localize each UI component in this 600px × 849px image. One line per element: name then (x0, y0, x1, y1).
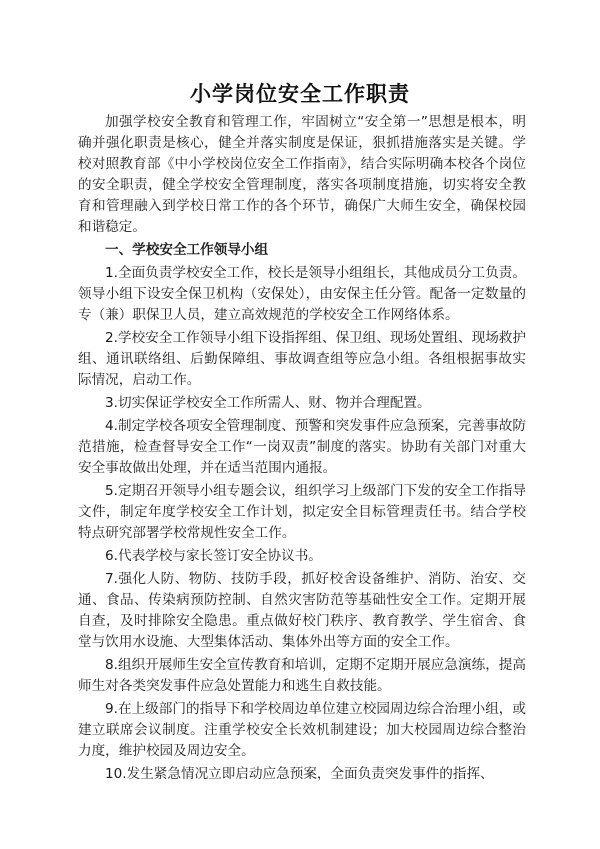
list-item: 1.全面负责学校安全工作，校长是领导小组组长，其他成员分工负责。领导小组下设安全保卫机构（安保处），由安保主任分管。配备一定数量的专（兼）职保卫人员，建立高效规范的学校安全工作网络体系。 (78, 265, 526, 323)
list-item: 2.学校安全工作领导小组下设指挥组、保卫组、现场处置组、现场救护组、通讯联络组、后勤保障组、事故调查组等应急小组。各组根据事故实际情况，启动工作。 (78, 330, 526, 388)
section-heading: 一、学校安全工作领导小组 (105, 242, 269, 258)
list-item: 9.在上级部门的指导下和学校周边单位建立校园周边综合治理小组，或建立联席会议制度。注重学校安全长效机制建设；加大校园周边综合整治力度，维护校园及周边安全。 (78, 701, 526, 759)
list-item: 10.发生紧急情况立即启动应急预案，全面负责突发事件的指挥、 (105, 766, 494, 782)
document-body (78, 112, 526, 787)
list-item: 6.代表学校与家长签订安全协议书。 (105, 548, 322, 564)
document-title: 小学岗位安全工作职责 (190, 82, 410, 106)
list-item: 8.组织开展师生安全宣传教育和培训，定期不定期开展应急演练，提高师生对各类突发事件应急处置能力和逃生自救技能。 (78, 657, 526, 694)
list-item: 7.强化人防、物防、技防手段，抓好校舍设备维护、消防、治安、交通、食品、传染病预防控制、自然灾害防范等基础性安全工作。定期开展自查，及时排除安全隐患。重点做好校门秩序、教育教学、学生宿舍、食堂与饮用水设施、大型集体活动、集体外出等方面的安全工作。 (78, 571, 526, 650)
list-item: 5.定期召开领导小组专题会议，组织学习上级部门下发的安全工作指导文件，制定年度学校安全工作计划，拟定安全目标管理责任书。结合学校特点研究部署学校常规性安全工作。 (78, 483, 526, 541)
intro-paragraph: 加强学校安全教育和管理工作，牢固树立“安全第一”思想是根本，明确并强化职责是核心，健全并落实制度是保证，狠抓措施落实是关键。学校对照教育部《中小学校岗位安全工作指南》，结合实际明确本校各个岗位的安全职责，健全学校安全管理制度，落实各项制度措施，切实将安全教育和管理融入到学校日常工作的各个环节，确保广大师生安全，确保校园和谐稳定。 (78, 114, 526, 235)
list-item: 4.制定学校各项安全管理制度、预警和突发事件应急预案，完善事故防范措施，检查督导安全工作“一岗双责”制度的落实。协助有关部门对重大安全事故做出处理，并在适当范围内通报。 (78, 418, 526, 476)
list-item: 3.切实保证学校安全工作所需人、财、物并合理配置。 (105, 395, 431, 411)
